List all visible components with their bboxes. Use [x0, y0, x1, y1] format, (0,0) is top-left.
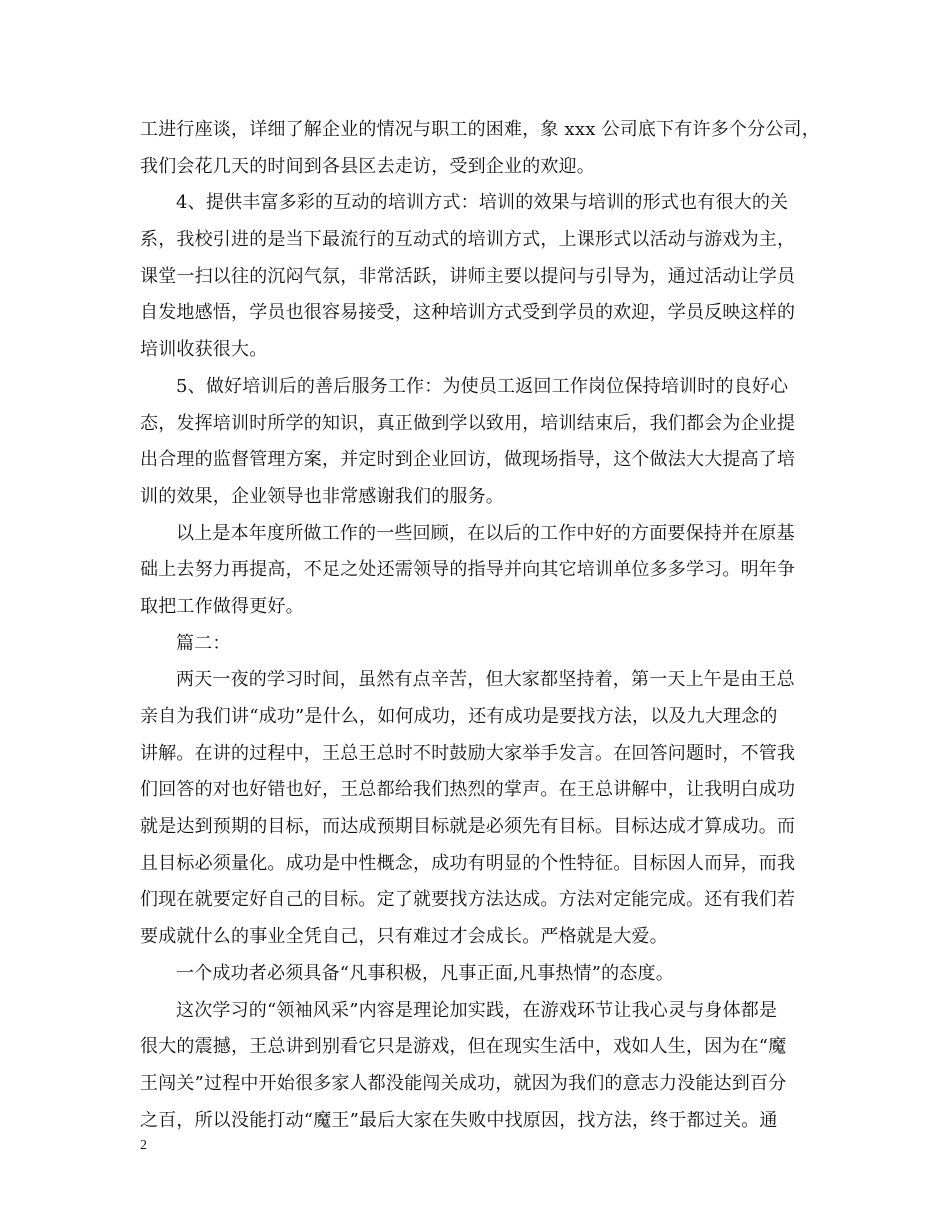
text-line: 出合理的监督管理方案，并定时到企业回访，做现场指导，这个做法大大提高了培 [140, 449, 796, 471]
text-line: 课堂一扫以往的沉闷气氛，非常活跃，讲师主要以提问与引导为，通过活动让学员 [140, 265, 796, 287]
text-line: 之百，所以没能打动“魔王”最后大家在失败中找原因，找方法，终于都过关。通 [140, 1109, 778, 1131]
text-line: 讲解。在讲的过程中，王总王总时不时鼓励大家举手发言。在回答问题时，不管我 [140, 742, 796, 764]
text-line: 系，我校引进的是当下最流行的互动式的培训方式，上课形式以活动与游戏为主， [140, 229, 796, 251]
text-line: 就是达到预期的目标，而达成预期目标就是必须先有目标。目标达成才算成功。而 [140, 816, 796, 838]
text-line: 要成就什么的事业全凭自己，只有难过才会成长。严格就是大爱。 [140, 926, 668, 948]
text-line: 取把工作做得更好。 [140, 595, 304, 617]
text-line: 我们会花几天的时间到各县区去走访，受到企业的欢迎。 [140, 155, 595, 177]
text-line: 础上去努力再提高，不足之处还需领导的指导并向其它培训单位多多学习。明年争 [140, 559, 796, 581]
text-line: 很大的震撼，王总讲到别看它只是游戏，但在现实生活中，戏如人生，因为在“魔 [140, 1036, 787, 1058]
text-line: 5、做好培训后的善后服务工作：为使员工返回工作岗位保持培训时的良好心 [176, 375, 789, 397]
text-line: 培训收获很大。 [140, 339, 268, 361]
text-line: 4、提供丰富多彩的互动的培训方式：培训的效果与培训的形式也有很大的关 [176, 192, 789, 214]
text-line: 们回答的对也好错也好，王总都给我们热烈的掌声。在王总讲解中，让我明白成功 [140, 779, 796, 801]
document-body [140, 112, 820, 1139]
text-line: 态，发挥培训时所学的知识，真正做到学以致用，培训结束后，我们都会为企业提 [140, 412, 796, 434]
text-line: 自发地感悟，学员也很容易接受，这种培训方式受到学员的欢迎，学员反映这样的 [140, 302, 796, 324]
text-line: 工进行座谈，详细了解企业的情况与职工的困难，象 xxx 公司底下有许多个分公司， [140, 119, 820, 140]
text-line: 这次学习的“领袖风采”内容是理论加实践，在游戏环节让我心灵与身体都是 [176, 999, 778, 1021]
text-line: 以上是本年度所做工作的一些回顾，在以后的工作中好的方面要保持并在原基 [176, 522, 795, 544]
text-line: 王闯关”过程中开始很多家人都没能闯关成功，就因为我们的意志力没能达到百分 [140, 1072, 787, 1094]
text-line: 亲自为我们讲“成功”是什么，如何成功，还有成功是要找方法，以及九大理念的 [140, 706, 778, 727]
text-line: 一个成功者必须具备“凡事积极，凡事正面,凡事热情”的态度。 [176, 962, 674, 984]
page-number: 2 [140, 1138, 147, 1153]
text-line: 且目标必须量化。成功是中性概念，成功有明显的个性特征。目标因人而异，而我 [140, 852, 796, 874]
text-line: 篇二： [176, 632, 231, 654]
text-line: 们现在就要定好自己的目标。定了就要找方法达成。方法对定能完成。还有我们若 [140, 889, 796, 911]
text-line: 两天一夜的学习时间，虽然有点辛苦，但大家都坚持着，第一天上午是由王总 [176, 669, 795, 691]
text-line: 训的效果，企业领导也非常感谢我们的服务。 [140, 485, 504, 507]
